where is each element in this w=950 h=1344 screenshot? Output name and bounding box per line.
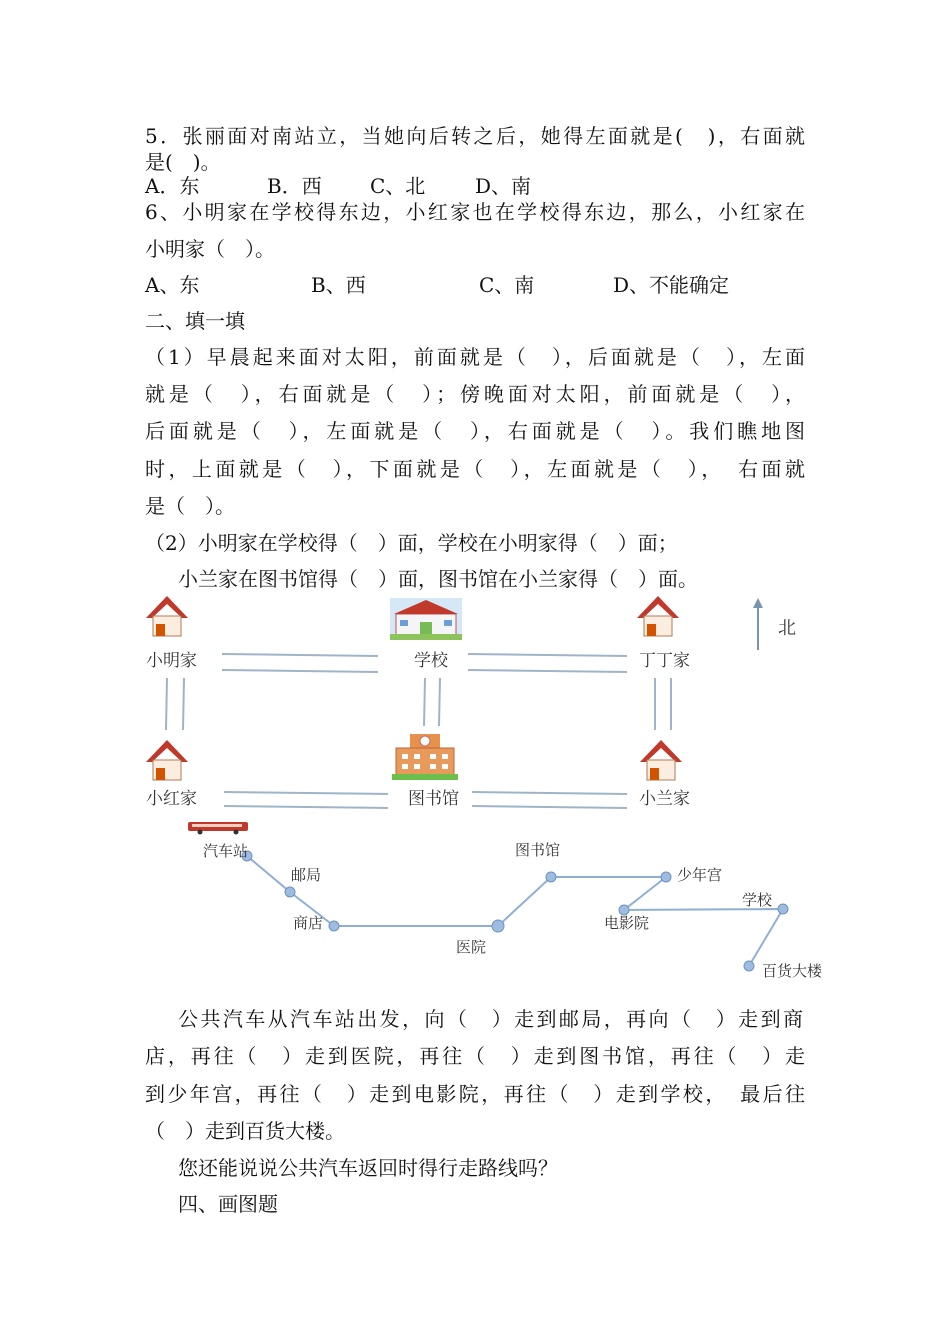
bus-route-map: [0, 835, 950, 985]
north-label: 北: [778, 618, 796, 639]
section2-p1-line3: 后面就是（ ），左面就是（ ），右面就是（ ）。我们瞧地图: [145, 419, 805, 443]
bus-station-label: 汽车站: [203, 842, 249, 860]
library-building-icon: [392, 734, 458, 780]
route-stop-dot: [546, 872, 556, 882]
section2-p1-line2: 就是（ ），右面就是（ ）；傍晚面对太阳，前面就是（ ），: [145, 382, 805, 406]
house-icon: [146, 740, 188, 780]
xiaolan-home-label: 小兰家: [639, 789, 690, 809]
q6-option-d: D、不能确定: [613, 273, 730, 297]
school-stop-label: 学校: [742, 891, 773, 909]
q6-option-b: B、西: [311, 273, 366, 297]
section3-p-line2: 店，再往（ ）走到医院，再往（ ）走到图书馆，再往（ ）走: [145, 1044, 805, 1068]
library-label: 图书馆: [408, 789, 459, 809]
cinema-label: 电影院: [604, 914, 650, 932]
section3-p-line3: 到少年宫，再往（ ）走到电影院，再往（ ）走到学校， 最后往: [145, 1082, 805, 1106]
section3-question: 您还能说说公共汽车返回时得行走路线吗？: [178, 1156, 558, 1180]
house-icon: [637, 596, 679, 636]
route-stop-dot: [778, 904, 788, 914]
q6-option-c: C、南: [479, 273, 535, 297]
section3-p-line1: 公共汽车从汽车站出发，向（ ）走到邮局，再向（ ）走到商: [178, 1007, 803, 1031]
section2-p1-line5: 是（ ）。: [145, 494, 235, 518]
xiaoming-home-label: 小明家: [146, 651, 197, 671]
route-stop-dot: [285, 887, 295, 897]
north-arrow-icon: [753, 598, 763, 650]
q5-line1: 5．张丽面对南站立，当她向后转之后，她得左面就是( )，右面就: [145, 124, 805, 148]
q5-option-b: B．西: [267, 174, 322, 198]
house-icon: [146, 596, 188, 636]
section2-p2-line1: （2）小明家在学校得（ ）面，学校在小明家得（ ）面；: [145, 531, 678, 555]
route-stop-dot: [329, 921, 339, 931]
hospital-label: 医院: [456, 938, 487, 956]
post-office-label: 邮局: [291, 866, 322, 884]
q5-option-a: A．东: [145, 174, 200, 198]
dingding-home-label: 丁丁家: [639, 651, 690, 671]
section2-p2-line2: 小兰家在图书馆得（ ）面，图书馆在小兰家得（ ）面。: [178, 567, 698, 591]
library-stop-label: 图书馆: [515, 841, 561, 859]
q5-option-c: C、北: [370, 174, 426, 198]
youth-palace-label: 少年宫: [677, 866, 723, 884]
school-building-icon: [390, 598, 462, 640]
section4-title: 四、画图题: [178, 1192, 278, 1216]
bus-icon: [188, 822, 248, 835]
section2-p1-line1: （1）早晨起来面对太阳，前面就是（ ），后面就是（ ），左面: [145, 345, 805, 369]
q5-line2: 是( )。: [145, 150, 221, 174]
route-stop-dot: [492, 920, 504, 932]
q6-line2: 小明家（ ）。: [145, 237, 275, 261]
school-label: 学校: [414, 651, 448, 671]
q6-option-a: A、东: [145, 273, 200, 297]
shop-label: 商店: [293, 914, 324, 932]
section3-p-line4: （ ）走到百货大楼。: [145, 1119, 345, 1143]
section2-p1-line4: 时，上面就是（ ），下面就是（ ），左面就是（ ）， 右面就: [145, 457, 805, 481]
route-stop-dot: [661, 872, 671, 882]
neighborhood-map: [0, 590, 950, 840]
department-store-label: 百货大楼: [762, 962, 823, 980]
xiaohong-home-label: 小红家: [146, 789, 197, 809]
q6-line1: 6、小明家在学校得东边，小红家也在学校得东边，那么，小红家在: [145, 200, 805, 224]
route-stop-dot: [744, 961, 754, 971]
section2-title: 二、填一填: [145, 309, 245, 333]
house-icon: [640, 740, 682, 780]
q5-option-d: D、南: [475, 174, 532, 198]
